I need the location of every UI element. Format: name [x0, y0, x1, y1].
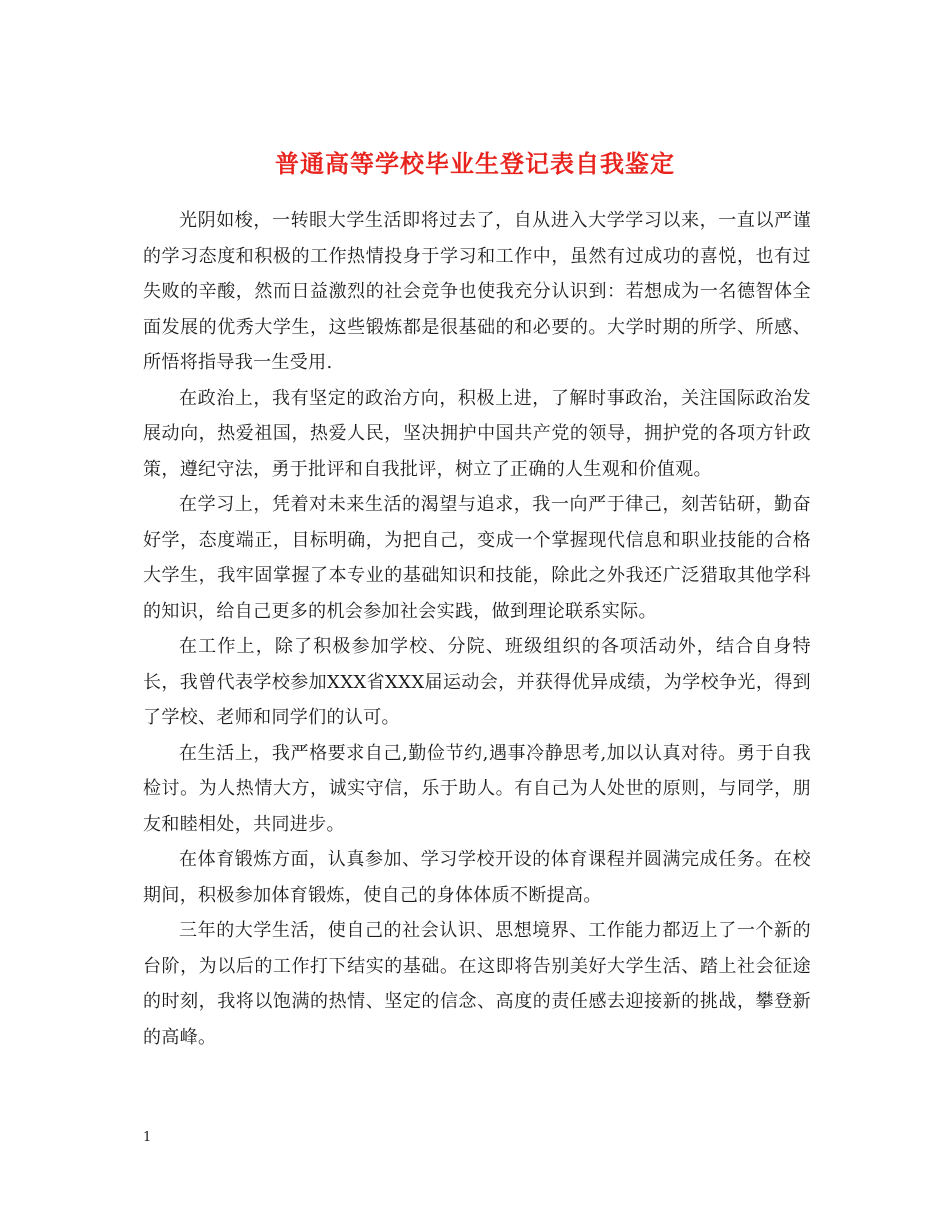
paragraph-politics: 在政治上，我有坚定的政治方向，积极上进，了解时事政治，关注国际政治发展动向，热爱祖国，热爱人民，坚决拥护中国共产党的领导，拥护党的各项方针政策，遵纪守法，勇于批评和自我批评，树立了正确的人生观和价值观。: [143, 387, 811, 480]
document-title: 普通高等学校毕业生登记表自我鉴定: [275, 149, 675, 179]
paragraph-study: 在学习上，凭着对未来生活的渴望与追求，我一向严于律己，刻苦钻研，勤奋好学，态度端正，目标明确，为把自己，变成一个掌握现代信息和职业技能的合格大学生，我牢固掌握了本专业的基础知识和技能，除此之外我还广泛猎取其他学科的知识，给自己更多的机会参加社会实践，做到理论联系实际。: [143, 494, 811, 622]
paragraph-work: 在工作上，除了积极参加学校、分院、班级组织的各项活动外，结合自身特长，我曾代表学校参加XXX省XXX届运动会，并获得优异成绩，为学校争光，得到了学校、老师和同学们的认可。: [143, 636, 811, 728]
paragraph-sports: 在体育锻炼方面，认真参加、学习学校开设的体育课程并圆满完成任务。在校期间，积极参加体育锻炼，使自己的身体体质不断提高。: [143, 849, 811, 906]
page-number: 1: [143, 1130, 152, 1145]
paragraph-intro: 光阴如梭，一转眼大学生活即将过去了，自从进入大学学习以来，一直以严谨的学习态度和积极的工作热情投身于学习和工作中，虽然有过成功的喜悦，也有过失败的辛酸，然而日益激烈的社会竞争也使我充分认识到：若想成为一名德智体全面发展的优秀大学生，这些锻炼都是很基础的和必要的。大学时期的所学、所感、所悟将指导我一生受用.: [143, 210, 811, 373]
document-body: [143, 203, 811, 1055]
paragraph-conclusion: 三年的大学生活，使自己的社会认识、思想境界、工作能力都迈上了一个新的台阶，为以后的工作打下结实的基础。在这即将告别美好大学生活、踏上社会征途的时刻，我将以饱满的热情、坚定的信念、高度的责任感去迎接新的挑战，攀登新的高峰。: [143, 920, 811, 1048]
paragraph-life: 在生活上，我严格要求自己,勤俭节约,遇事冷静思考,加以认真对待。勇于自我检讨。为人热情大方，诚实守信，乐于助人。有自己为人处世的原则，与同学，朋友和睦相处，共同进步。: [143, 742, 811, 835]
